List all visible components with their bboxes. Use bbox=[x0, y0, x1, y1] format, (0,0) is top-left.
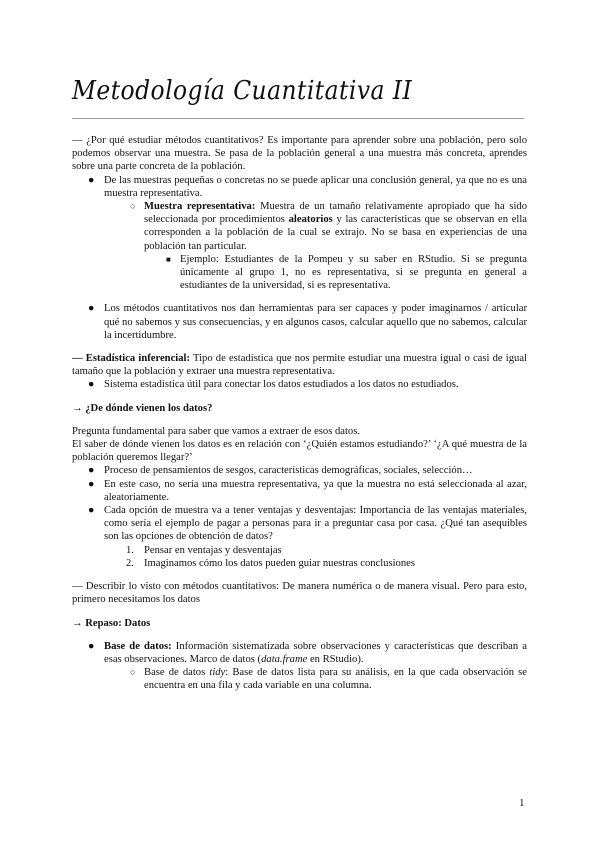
datos-paragraph-1: Pregunta fundamental para saber que vamos a extraer de esos datos. bbox=[72, 425, 360, 437]
section-heading-repaso: → Repaso: Datos bbox=[72, 617, 151, 629]
bullet-icon: ● bbox=[88, 640, 95, 652]
intro-paragraph: — ¿Por qué estudiar métodos cuantitativos? Es importante para aprender sobre una población, pero solo podemos observar una muestra. Se pasa de la población general a una muestra más concreta, aprendes sobre una parte concreta de la población. bbox=[72, 135, 527, 173]
describir-paragraph: — Describir lo visto con métodos cuantitativos: De manera numérica o de manera visual. Pero para esto, primero necesitamos los datos bbox=[72, 581, 527, 606]
page-title: Metodología Cuantitativa II bbox=[72, 76, 413, 106]
datos-paragraph-2: El saber de dónde vienen los datos es en relación con ‘¿Quién estamos estudiando?’ ‘¿A qué muestra de la población queremos llegar?’ bbox=[72, 439, 527, 464]
list-item: ● De las muestras pequeñas o concretas no se puede aplicar una conclusión general, ya que no es una muestra representativa. bbox=[88, 174, 527, 199]
document-body bbox=[72, 134, 527, 693]
list-item: ● En este caso, no sería una muestra representativa, ya que la muestra no está seleccionada al azar, aleatoriamente. bbox=[88, 478, 527, 503]
bullet-icon: ● bbox=[88, 505, 95, 517]
bullet-icon: ● bbox=[88, 478, 95, 490]
list-item: ● Cada opción de muestra va a tener ventajas y desventajas: Importancia de las ventajas materiales, como sería el ejemplo de pagar a personas para ir a preguntar casa por casa. ¿Qué tan asequibles son las opciones de obtención de datos? bbox=[88, 505, 527, 543]
bullet-icon: ● bbox=[88, 174, 95, 186]
circle-bullet-icon: ○ bbox=[130, 667, 136, 678]
list-item: ■ Ejemplo: Estudiantes de la Pompeu y su saber en RStudio. Si se pregunta únicamente al grupo 1, no es representativa, si se pregunta en general a estudiantes de la universidad, si es representativa. bbox=[166, 253, 527, 292]
ordered-list-item: 2. Imaginamos cómo los datos pueden guiar nuestras conclusiones bbox=[126, 557, 415, 569]
list-item: ● Proceso de pensamientos de sesgos, características demográficas, sociales, selección… bbox=[88, 465, 473, 477]
ordered-list-item: 1. Pensar en ventajas y desventajas bbox=[126, 544, 282, 556]
list-item: ● Los métodos cuantitativos nos dan herramientas para ser capaces y poder imaginarnos / articular qué no sabemos y sus consecuencias, y en algunos casos, calcular aquello que no sabemos, calcular la incertidumbre. bbox=[88, 303, 527, 341]
list-item: ● Sistema estadística útil para conectar los datos estudiados a los datos no estudiados. bbox=[88, 379, 459, 391]
bullet-icon: ● bbox=[88, 379, 95, 391]
section-heading-datos: → ¿De dónde vienen los datos? bbox=[72, 402, 213, 414]
list-item: ○ Base de datos tidy: Base de datos lista para su análisis, en la que cada observación se encuentra en una fila y cada variable en una columna. bbox=[130, 667, 528, 692]
square-bullet-icon: ■ bbox=[166, 254, 171, 264]
bullet-icon: ● bbox=[88, 303, 95, 315]
title-divider bbox=[72, 118, 524, 119]
list-item: ● Base de datos: Información sistematizada sobre observaciones y características que describan a esas observaciones. Marco de datos (data.frame en RStudio). bbox=[88, 640, 527, 665]
circle-bullet-icon: ○ bbox=[130, 201, 136, 212]
bullet-icon: ● bbox=[88, 465, 95, 477]
inferential-paragraph: — Estadística inferencial: Tipo de estadística que nos permite estudiar una muestra igual o casi de igual tamaño que la población y extraer una muestra representativa. bbox=[72, 353, 527, 378]
list-item: ○ Muestra representativa: Muestra de un tamaño relativamente apropiado que ha sido seleccionada por procedimientos aleatorios y las características que se observan en ella corresponden a la población de la cual se extrajo. No se basa en experiencias de una población tan particular. bbox=[130, 201, 527, 252]
page-number: 1 bbox=[519, 797, 525, 809]
